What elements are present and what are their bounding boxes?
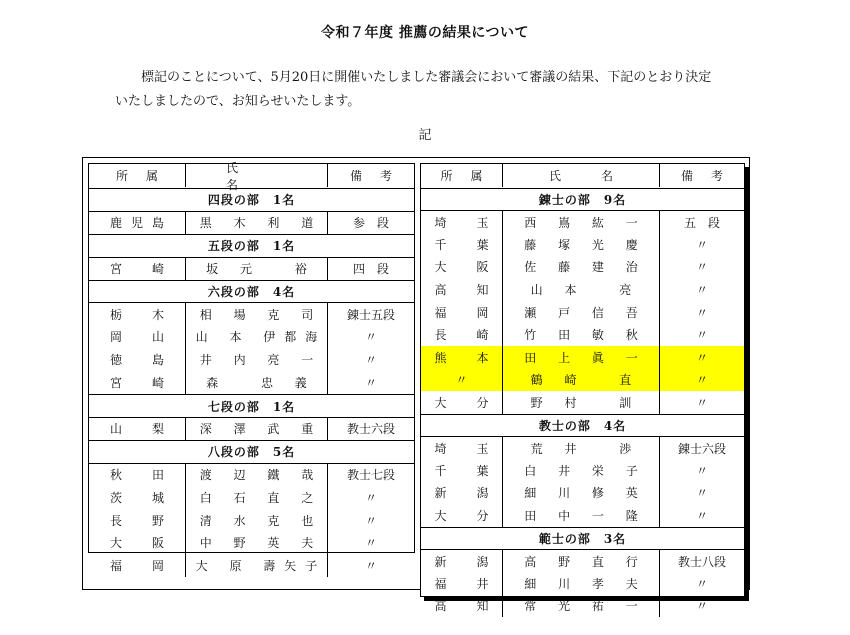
table-row — [421, 481, 744, 504]
affiliation-cell: 宮 崎 — [89, 258, 186, 280]
section-row: 教士の部 4名 — [421, 414, 744, 437]
affiliation-cell: 千 葉 — [421, 459, 503, 482]
remarks-cell: 錬士五段 — [346, 307, 395, 322]
affiliation-cell: 新 潟 — [421, 550, 503, 572]
table-row — [421, 301, 744, 324]
header-remarks: 備考 — [680, 169, 741, 183]
table-row — [89, 302, 414, 325]
table-row — [89, 463, 414, 486]
table-header — [89, 160, 414, 192]
name-cell: 大 原 壽矢子 — [186, 554, 328, 577]
affiliation-cell: 福 岡 — [421, 301, 503, 324]
table-row — [89, 554, 414, 577]
table-row — [89, 257, 414, 280]
name-cell: 坂 元 裕 — [186, 258, 328, 280]
table-row — [421, 549, 744, 572]
page-title: 令和７年度 推薦の結果について — [320, 25, 530, 41]
remarks-cell: 〃 — [695, 350, 708, 365]
name-cell: 山 本 亮 — [503, 278, 660, 301]
affiliation-cell: 大 分 — [421, 391, 503, 414]
name-cell: 田 上 眞 一 — [503, 346, 660, 369]
remarks-cell: 〃 — [695, 373, 708, 388]
name-cell: 佐 藤 建 治 — [503, 255, 660, 278]
affiliation-cell: 長 崎 — [421, 323, 503, 346]
remarks-cell: 〃 — [364, 353, 377, 368]
name-cell: 瀬 戸 信 吾 — [503, 301, 660, 324]
intro-paragraph — [115, 66, 735, 114]
remarks-cell: 〃 — [364, 376, 377, 391]
name-cell: 高 野 直 行 — [503, 550, 660, 572]
table-row — [421, 323, 744, 346]
table-header — [421, 164, 744, 187]
remarks-cell: 〃 — [695, 576, 708, 591]
remarks-cell: 〃 — [695, 486, 708, 501]
name-cell: 深 澤 武 重 — [186, 418, 328, 440]
table-row — [421, 572, 744, 595]
header-remarks: 備考 — [349, 169, 410, 183]
affiliation-cell: 福 岡 — [89, 554, 186, 577]
affiliation-cell: 福 井 — [421, 572, 503, 595]
name-cell: 細 川 修 英 — [503, 481, 660, 504]
table-row — [89, 371, 414, 394]
table-row — [89, 211, 414, 234]
table-row — [89, 325, 414, 348]
remarks-cell: 〃 — [695, 283, 708, 297]
remarks-cell: 〃 — [364, 513, 377, 528]
affiliation-cell: 千 葉 — [421, 233, 503, 256]
table-row — [421, 504, 744, 527]
name-cell: 山 本 伊都海 — [186, 325, 328, 348]
name-cell: 荒 井 渉 — [503, 437, 660, 459]
table-row — [421, 278, 744, 301]
remarks-cell: 教士七段 — [346, 468, 395, 483]
header-affiliation: 所属 — [89, 164, 186, 187]
remarks-cell: 〃 — [364, 330, 377, 345]
table-row — [421, 255, 744, 278]
affiliation-cell: 大 阪 — [421, 255, 503, 278]
affiliation-cell: 宮 崎 — [89, 371, 186, 394]
affiliation-cell: 熊 本 — [421, 346, 503, 369]
name-cell: 鶴 崎 直 — [503, 368, 660, 391]
table-row — [89, 509, 414, 532]
table-row — [421, 210, 744, 233]
name-cell: 白 石 直 之 — [186, 486, 328, 509]
remarks-cell: 〃 — [695, 396, 708, 410]
name-cell: 中 野 英 夫 — [186, 531, 328, 554]
intro-line-1: 標記のことについて、5月20日に開催いたしました審議会において審議の結果、下記のとおり決定 — [141, 70, 712, 85]
remarks-cell: 〃 — [364, 559, 377, 574]
affiliation-cell: 高 知 — [421, 594, 503, 617]
affiliation-cell: 埼 玉 — [421, 437, 503, 459]
affiliation-cell: 埼 玉 — [421, 211, 503, 233]
affiliation-cell: 秋 田 — [89, 464, 186, 486]
remarks-cell: 教士六段 — [346, 422, 395, 437]
remarks-cell: 〃 — [695, 305, 708, 320]
ki-heading: 記 — [418, 128, 432, 143]
table-row — [421, 233, 744, 256]
table-row — [421, 391, 744, 414]
header-name: 氏名 — [186, 164, 328, 187]
section-row: 範士の部 3名 — [421, 527, 744, 550]
name-cell: 細 川 孝 夫 — [503, 572, 660, 595]
intro-line-2: いたしましたので、お知らせいたします。 — [115, 94, 361, 109]
name-cell: 清 水 克 也 — [186, 509, 328, 532]
affiliation-cell: 長 野 — [89, 509, 186, 532]
section-row: 六段の部 4名 — [89, 280, 414, 303]
remarks-cell: 〃 — [695, 599, 708, 614]
table-row — [421, 368, 744, 391]
name-cell: 森 忠 義 — [186, 371, 328, 394]
section-row: 八段の部 5名 — [89, 440, 414, 463]
remarks-cell: 〃 — [695, 260, 708, 275]
affiliation-cell: 山 梨 — [89, 418, 186, 440]
section-row: 四段の部 1名 — [89, 188, 414, 211]
name-cell: 西 嶌 紘 一 — [503, 211, 660, 233]
table-row — [421, 594, 744, 617]
remarks-cell: 〃 — [695, 237, 708, 252]
name-cell: 藤 塚 光 慶 — [503, 233, 660, 256]
affiliation-cell: 徳 島 — [89, 348, 186, 371]
table-row — [421, 459, 744, 482]
name-cell: 井 内 亮 一 — [186, 348, 328, 371]
remarks-cell: 四 段 — [352, 262, 389, 277]
remarks-cell: 〃 — [695, 463, 708, 478]
affiliation-cell: 新 潟 — [421, 481, 503, 504]
remarks-cell: 〃 — [364, 536, 377, 551]
remarks-cell: 錬士六段 — [677, 441, 726, 456]
name-cell: 野 村 訓 — [503, 391, 660, 414]
affiliation-cell: 岡 山 — [89, 325, 186, 348]
affiliation-cell: 栃 木 — [89, 303, 186, 325]
affiliation-cell: 鹿児島 — [89, 212, 186, 234]
name-cell: 常 光 祐 一 — [503, 594, 660, 617]
remarks-cell: 参 段 — [352, 216, 389, 231]
name-cell: 黒 木 利 道 — [186, 212, 328, 234]
affiliation-cell: 大 阪 — [89, 531, 186, 554]
name-cell: 竹 田 敏 秋 — [503, 323, 660, 346]
left-table — [88, 160, 415, 574]
remarks-cell: 〃 — [695, 328, 708, 343]
section-row: 七段の部 1名 — [89, 394, 414, 417]
table-row — [89, 348, 414, 371]
name-cell: 渡 辺 鐵 哉 — [186, 464, 328, 486]
header-name: 氏名 — [503, 164, 660, 187]
remarks-cell: 〃 — [695, 509, 708, 523]
name-cell: 相 場 克 司 — [186, 303, 328, 325]
table-row — [421, 346, 744, 369]
right-table — [420, 163, 745, 614]
table-row — [89, 531, 414, 554]
remarks-cell: 〃 — [364, 490, 377, 505]
remarks-cell: 五 段 — [683, 215, 720, 230]
section-row: 五段の部 1名 — [89, 234, 414, 257]
table-row — [89, 486, 414, 509]
affiliation-cell: 高 知 — [421, 278, 503, 301]
table-row — [421, 436, 744, 459]
name-cell: 田 中 一 隆 — [503, 504, 660, 527]
affiliation-cell: 〃 — [421, 368, 503, 391]
section-row: 錬士の部 9名 — [421, 188, 744, 211]
remarks-cell: 教士八段 — [677, 554, 726, 569]
affiliation-cell: 大 分 — [421, 504, 503, 527]
name-cell: 白 井 栄 子 — [503, 459, 660, 482]
header-affiliation: 所属 — [421, 164, 503, 187]
table-row — [89, 417, 414, 440]
affiliation-cell: 茨 城 — [89, 486, 186, 509]
